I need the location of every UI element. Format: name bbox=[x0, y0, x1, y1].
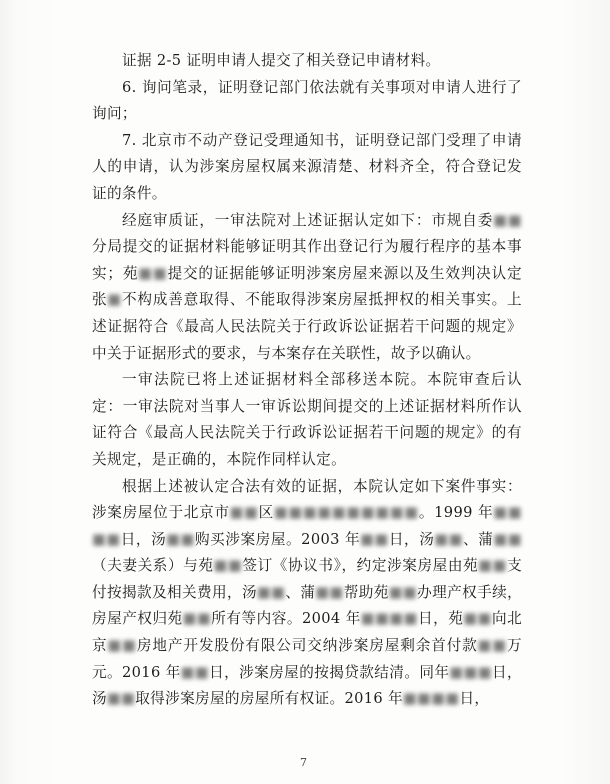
text-segment: 日， bbox=[459, 690, 490, 708]
text-segment: 7. 北京市不动产登记受理通知书，证明登记部门受理了申请人的申请，认为涉案房屋权属来源清楚、材料齐全，符合登记发证的条件。 bbox=[92, 131, 522, 202]
redacted-text: ■■■■ bbox=[92, 504, 522, 548]
text-segment: 万元。2016 年 bbox=[92, 637, 522, 681]
redacted-text: ■■ bbox=[360, 530, 389, 548]
document-body bbox=[92, 48, 522, 713]
text-segment: 办理产权手续，房屋产权归苑 bbox=[92, 583, 523, 628]
paragraph bbox=[92, 75, 522, 128]
redacted-text: ■■ bbox=[463, 610, 492, 628]
paragraph bbox=[92, 474, 522, 713]
redacted-text: ■■ bbox=[256, 583, 286, 601]
text-segment: 、蒲 bbox=[285, 583, 316, 601]
redacted-text: ■■ bbox=[182, 610, 212, 628]
redacted-text: ■■■■■■■■■■ bbox=[273, 504, 419, 522]
text-segment: 支付按揭款及相关费用，汤 bbox=[92, 557, 523, 601]
text-segment: 区 bbox=[258, 504, 274, 522]
redacted-text: ■■■■ bbox=[402, 690, 460, 708]
text-segment: 日，涉案房屋的按揭贷款结清。同年 bbox=[209, 663, 450, 681]
text-segment: 取得涉案房屋的房屋所有权证。2016 年 bbox=[135, 690, 403, 708]
redacted-text: ■■ bbox=[213, 557, 243, 575]
redacted-text: ■■ bbox=[180, 663, 210, 681]
text-segment: 。1999 年 bbox=[418, 504, 494, 522]
paragraph bbox=[92, 367, 522, 473]
redacted-text: ■■ bbox=[107, 637, 137, 655]
paragraph bbox=[92, 48, 522, 75]
text-segment: 证据 2-5 证明申请人提交了相关登记申请材料。 bbox=[122, 52, 441, 69]
redacted-text: ■■ bbox=[388, 583, 418, 601]
redacted-text: ■■ bbox=[229, 504, 259, 522]
redacted-text: ■■ bbox=[106, 690, 136, 708]
text-segment: 日，汤 bbox=[120, 530, 167, 548]
text-segment: 向北京 bbox=[92, 610, 523, 655]
redacted-text: ■■■ bbox=[449, 663, 493, 681]
text-segment: 一审法院已将上述证据材料全部移送本院。本院审查后认定：一审法院对当事人一审诉讼期间提交的上述证据材料所作认证符合《最高人民法院关于行政诉讼证据若干问题的规定》的有关规定，是正确的，本院作同样认定。 bbox=[92, 371, 522, 468]
page-number: 7 bbox=[300, 756, 307, 769]
redacted-text: ■■■■ bbox=[360, 610, 418, 628]
text-segment: 日，汤 bbox=[388, 530, 435, 548]
paragraph bbox=[92, 128, 522, 208]
text-segment: 6. 询问笔录，证明登记部门依法就有关事项对申请人进行了询问； bbox=[92, 78, 522, 123]
redacted-text: ■■ bbox=[493, 530, 522, 548]
text-segment: 提交的证据能够证明涉案房屋来源以及生效判决认定张 bbox=[92, 264, 522, 309]
text-segment: 购买涉案房屋。2003 年 bbox=[194, 530, 361, 548]
text-segment: 经庭审质证，一审法院对上述证据认定如下：市规自委 bbox=[122, 211, 494, 229]
redacted-text: ■■ bbox=[138, 264, 168, 282]
text-segment: 日，汤 bbox=[92, 663, 522, 708]
text-segment: （夫妻关系）与苑 bbox=[92, 557, 214, 575]
paragraph bbox=[92, 208, 522, 368]
text-segment: 分局提交的证据材料能够证明其作出登记行为履行程序的基本事实；苑 bbox=[92, 238, 522, 282]
redacted-text: ■ bbox=[107, 291, 123, 309]
text-segment: 帮助苑 bbox=[343, 583, 389, 601]
text-segment: 、蒲 bbox=[463, 530, 494, 548]
text-segment: 日，苑 bbox=[418, 610, 464, 628]
text-segment: 根据上述被认定合法有效的证据，本院认定如下案件事实：涉案房屋位于北京市 bbox=[92, 477, 522, 522]
redacted-text: ■■ bbox=[478, 557, 508, 575]
text-segment: 所有等内容。2004 年 bbox=[211, 610, 361, 628]
redacted-text: ■■ bbox=[493, 211, 523, 229]
redacted-text: ■■ bbox=[166, 530, 195, 548]
text-segment: 不构成善意取得、不能取得涉案房屋抵押权的相关事实。上述证据符合《最高人民法院关于行政诉讼证据若干问题的规定》中关于证据形式的要求，与本案存在关联性，故予以确认。 bbox=[92, 291, 522, 362]
text-segment: 房地产开发股份有限公司交纳涉案房屋剩余首付款 bbox=[136, 637, 478, 655]
redacted-text: ■■ bbox=[434, 530, 464, 548]
redacted-text: ■■ bbox=[477, 637, 508, 655]
redacted-text: ■■ bbox=[315, 583, 344, 601]
text-segment: 签订《协议书》，约定涉案房屋由苑 bbox=[242, 557, 479, 575]
